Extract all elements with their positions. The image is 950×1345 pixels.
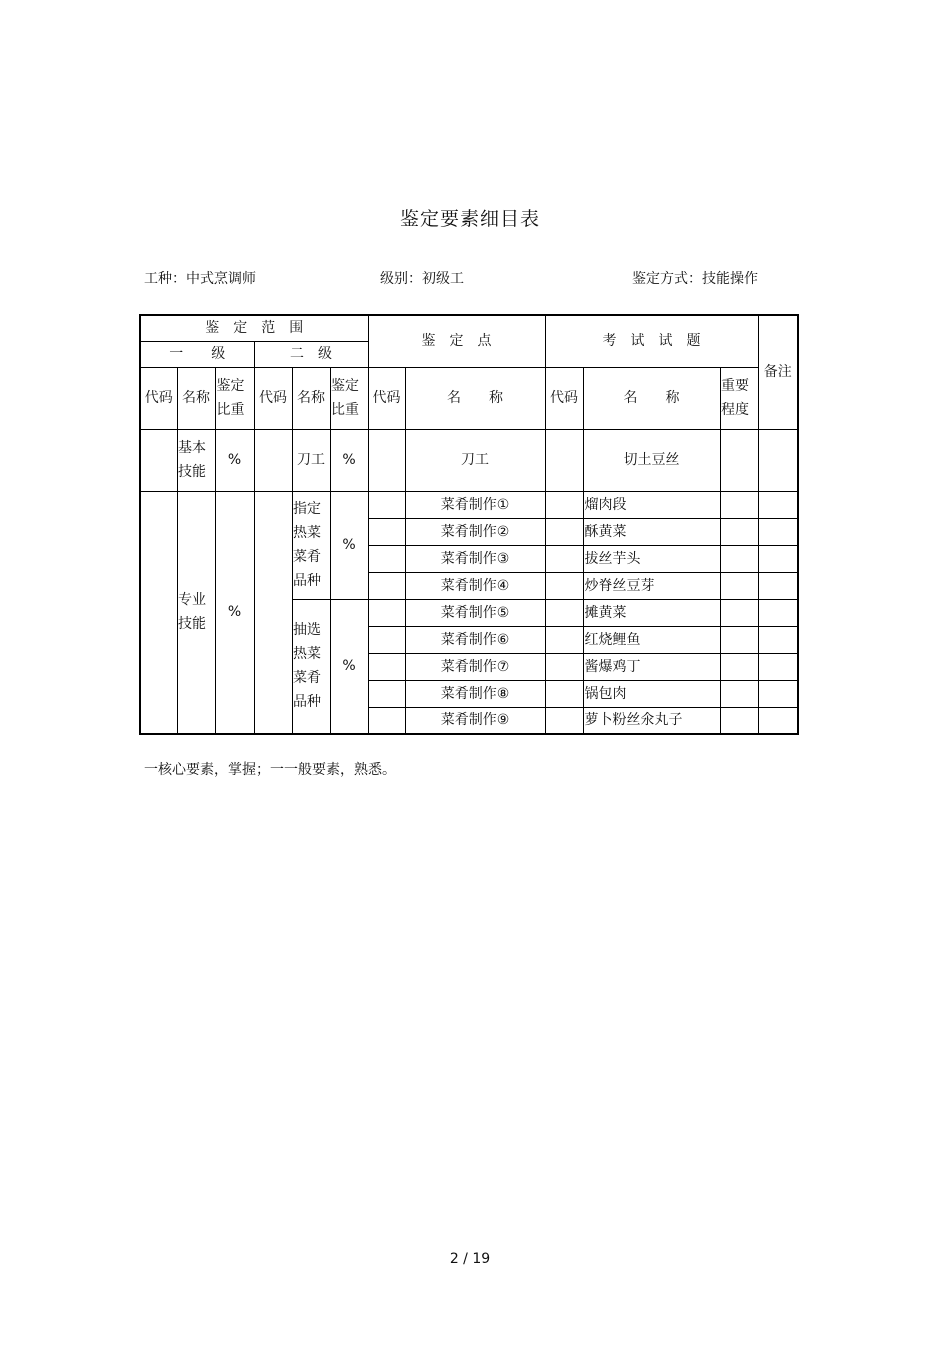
group2-weight: % [330, 599, 368, 734]
row-remark [758, 545, 798, 572]
row-point: 菜肴制作① [405, 491, 545, 518]
basic-l1-weight: % [215, 429, 254, 491]
row-point: 菜肴制作④ [405, 572, 545, 599]
row-importance [720, 599, 758, 626]
row-importance [720, 518, 758, 545]
row-exam-code [545, 599, 583, 626]
row-importance [720, 653, 758, 680]
appraisal-table [139, 314, 799, 735]
row-remark [758, 572, 798, 599]
row-importance [720, 545, 758, 572]
row-code [368, 518, 405, 545]
l2-code-header: 代码 [254, 367, 292, 429]
row-point: 菜肴制作② [405, 518, 545, 545]
point-header: 鉴 定 点 [368, 315, 545, 367]
document-title: 鉴定要素细目表 [399, 208, 540, 230]
basic-remark [758, 429, 798, 491]
row-exam: 红烧鲤鱼 [583, 626, 720, 653]
pro-l1-code [140, 491, 177, 734]
row-remark [758, 707, 798, 734]
level2-header: 二 级 [254, 341, 368, 367]
row-exam-code [545, 626, 583, 653]
row-exam: 熘肉段 [583, 491, 720, 518]
row-remark [758, 491, 798, 518]
row-remark [758, 680, 798, 707]
exam-header: 考 试 试 题 [545, 315, 758, 367]
l1-weight-header: 鉴定比重 [215, 367, 254, 429]
row-code [368, 599, 405, 626]
basic-point-code [368, 429, 405, 491]
row-exam: 酱爆鸡丁 [583, 653, 720, 680]
row-code [368, 626, 405, 653]
group2-name: 抽选热菜菜肴品种 [292, 599, 330, 734]
page-number: 2 / 19 [449, 1251, 491, 1267]
basic-point-name: 刀工 [405, 429, 545, 491]
row-code [368, 680, 405, 707]
row-code [368, 545, 405, 572]
l1-name-header: 名称 [177, 367, 215, 429]
row-code [368, 707, 405, 734]
group1-name: 指定热菜菜肴品种 [292, 491, 330, 599]
row-point: 菜肴制作③ [405, 545, 545, 572]
row-exam-code [545, 680, 583, 707]
row-point: 菜肴制作⑥ [405, 626, 545, 653]
row-importance [720, 680, 758, 707]
row-exam: 炒脊丝豆芽 [583, 572, 720, 599]
trade-label: 工种：中式烹调师 [144, 271, 256, 287]
row-point: 菜肴制作⑧ [405, 680, 545, 707]
row-importance [720, 626, 758, 653]
row-importance [720, 707, 758, 734]
point-name-header: 名 称 [405, 367, 545, 429]
l2-weight-header: 鉴定比重 [330, 367, 368, 429]
row-point: 菜肴制作⑤ [405, 599, 545, 626]
group1-weight: % [330, 491, 368, 599]
row-exam-code [545, 653, 583, 680]
level1-header: 一 级 [140, 341, 254, 367]
row-code [368, 491, 405, 518]
basic-exam-code [545, 429, 583, 491]
importance-header: 重要程度 [720, 367, 758, 429]
basic-l2-code [254, 429, 292, 491]
row-exam: 摊黄菜 [583, 599, 720, 626]
row-exam-code [545, 707, 583, 734]
basic-l1-name: 基本技能 [177, 429, 215, 491]
row-code [368, 653, 405, 680]
row-code [368, 572, 405, 599]
exam-name-header: 名 称 [583, 367, 720, 429]
row-remark [758, 653, 798, 680]
basic-l1-code [140, 429, 177, 491]
row-exam: 拔丝芋头 [583, 545, 720, 572]
level-label: 级别：初级工 [380, 271, 464, 287]
row-exam: 锅包肉 [583, 680, 720, 707]
row-exam-code [545, 545, 583, 572]
method-label: 鉴定方式：技能操作 [632, 271, 758, 287]
pro-l1-weight: % [215, 491, 254, 734]
basic-exam-name: 切土豆丝 [583, 429, 720, 491]
row-exam-code [545, 572, 583, 599]
exam-code-header: 代码 [545, 367, 583, 429]
basic-importance [720, 429, 758, 491]
point-code-header: 代码 [368, 367, 405, 429]
row-remark [758, 626, 798, 653]
row-exam: 酥黄菜 [583, 518, 720, 545]
footnote: 一核心要素，掌握；一一般要素，熟悉。 [144, 762, 396, 778]
row-importance [720, 491, 758, 518]
pro-l2-code [254, 491, 292, 734]
row-point: 菜肴制作⑦ [405, 653, 545, 680]
pro-l1-name: 专业技能 [177, 491, 215, 734]
row-remark [758, 599, 798, 626]
l2-name-header: 名称 [292, 367, 330, 429]
row-remark [758, 518, 798, 545]
basic-l2-weight: % [330, 429, 368, 491]
basic-l2-name: 刀工 [292, 429, 330, 491]
scope-header: 鉴 定 范 围 [140, 315, 368, 341]
row-exam-code [545, 518, 583, 545]
row-point: 菜肴制作⑨ [405, 707, 545, 734]
row-exam-code [545, 491, 583, 518]
row-importance [720, 572, 758, 599]
row-exam: 萝卜粉丝氽丸子 [583, 707, 720, 734]
l1-code-header: 代码 [140, 367, 177, 429]
remark-header: 备注 [758, 315, 798, 429]
